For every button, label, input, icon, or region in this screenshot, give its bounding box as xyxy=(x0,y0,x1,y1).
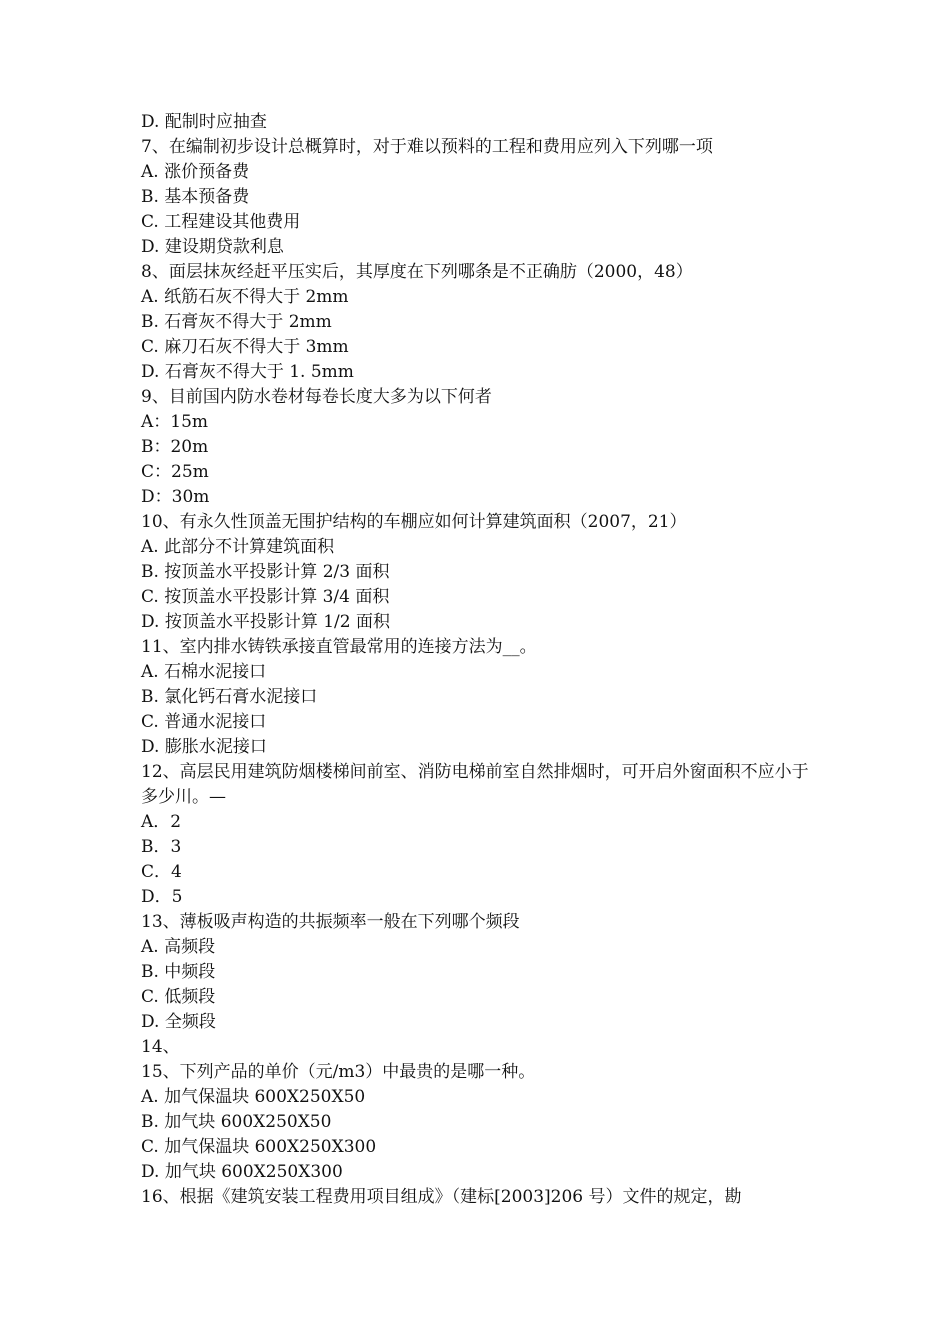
option-line: B. 氯化钙石膏水泥接口 xyxy=(141,687,318,707)
option-line: D．5 xyxy=(141,887,183,907)
option-line: D. 全频段 xyxy=(141,1012,216,1032)
option-line: C. 麻刀石灰不得大于 3mm xyxy=(141,337,349,357)
option-line: A. 纸筋石灰不得大于 2mm xyxy=(141,287,349,307)
option-line: B. 中频段 xyxy=(141,962,216,982)
question-line: 15、下列产品的单价（元/m3）中最贵的是哪一种。 xyxy=(141,1062,536,1082)
option-line: D. 加气块 600X250X300 xyxy=(141,1162,343,1182)
option-line: D. 按顶盖水平投影计算 1/2 面积 xyxy=(141,612,390,632)
option-line: C．4 xyxy=(141,862,182,882)
option-line: B. 按顶盖水平投影计算 2/3 面积 xyxy=(141,562,390,582)
option-line: C. 工程建设其他费用 xyxy=(141,212,301,232)
option-line: C. 加气保温块 600X250X300 xyxy=(141,1137,377,1157)
question-line: 14、 xyxy=(141,1037,180,1057)
option-line: A. 石棉水泥接口 xyxy=(141,662,267,682)
option-line: B. 加气块 600X250X50 xyxy=(141,1112,332,1132)
option-line: D. 建设期贷款利息 xyxy=(141,237,284,257)
question-line: 7、在编制初步设计总概算时，对于难以预料的工程和费用应列入下列哪一项 xyxy=(141,137,713,157)
question-line: 9、目前国内防水卷材每卷长度大多为以下何者 xyxy=(141,387,492,407)
question-line: 16、根据《建筑安装工程费用项目组成》（建标[2003]206 号）文件的规定，勘 xyxy=(141,1187,742,1207)
question-line: 11、室内排水铸铁承接直管最常用的连接方法为__。 xyxy=(141,637,537,657)
option-line: D. 配制时应抽查 xyxy=(141,112,267,132)
document-body xyxy=(141,110,811,1210)
option-line: D. 膨胀水泥接口 xyxy=(141,737,267,757)
option-line: A：15m xyxy=(141,412,209,432)
question-line: 12、高层民用建筑防烟楼梯间前室、消防电梯前室自然排烟时，可开启外窗面积不应小于多少川。— xyxy=(141,762,809,807)
option-line: B. 基本预备费 xyxy=(141,187,250,207)
option-line: C. 普通水泥接口 xyxy=(141,712,267,732)
option-line: B. 石膏灰不得大于 2mm xyxy=(141,312,332,332)
option-line: A. 此部分不计算建筑面积 xyxy=(141,537,335,557)
option-line: B：20m xyxy=(141,437,209,457)
option-line: D. 石膏灰不得大于 1. 5mm xyxy=(141,362,354,382)
option-line: C：25m xyxy=(141,462,209,482)
option-line: C. 低频段 xyxy=(141,987,216,1007)
question-line: 13、薄板吸声构造的共振频率一般在下列哪个频段 xyxy=(141,912,520,932)
option-line: A．2 xyxy=(141,812,182,832)
option-line: B．3 xyxy=(141,837,182,857)
question-line: 10、有永久性顶盖无围护结构的车棚应如何计算建筑面积（2007，21） xyxy=(141,512,687,532)
option-line: A. 涨价预备费 xyxy=(141,162,250,182)
option-line: C. 按顶盖水平投影计算 3/4 面积 xyxy=(141,587,390,607)
option-line: D：30m xyxy=(141,487,210,507)
question-line: 8、面层抹灰经赶平压实后，其厚度在下列哪条是不正确肪（2000，48） xyxy=(141,262,693,282)
option-line: A. 高频段 xyxy=(141,937,216,957)
option-line: A. 加气保温块 600X250X50 xyxy=(141,1087,366,1107)
